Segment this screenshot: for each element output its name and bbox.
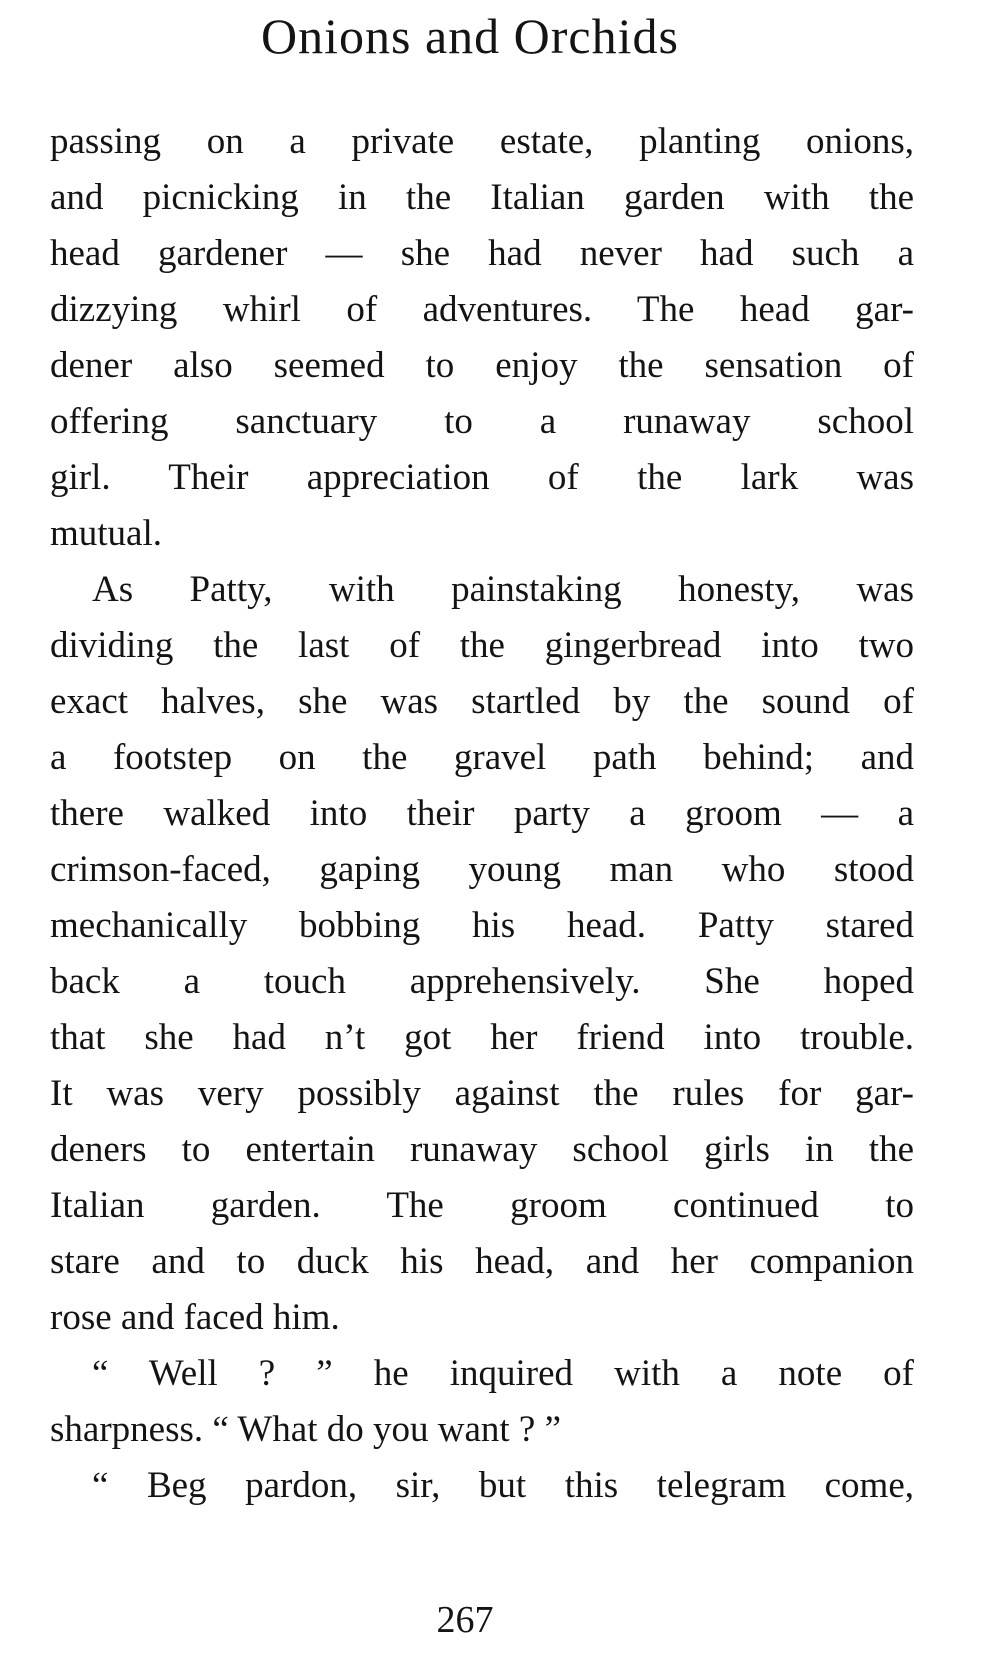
text-line: sharpness. “ What do you want ? ” (50, 1409, 562, 1450)
text-line: there walked into their party a groom — a (50, 793, 914, 834)
text-line: mutual. (50, 513, 163, 554)
text-line: As Patty, with painstaking honesty, was (92, 569, 914, 610)
text-line: dener also seemed to enjoy the sensation of (50, 345, 914, 386)
text-line: exact halves, she was startled by the sound of (50, 681, 914, 722)
text-line: “ Beg pardon, sir, but this telegram come, (92, 1465, 914, 1506)
page-number: 267 (436, 1599, 494, 1641)
text-line: offering sanctuary to a runaway school (50, 401, 914, 442)
text-line: rose and faced him. (50, 1297, 340, 1338)
text-line: stare and to duck his head, and her companion (50, 1241, 914, 1282)
text-line: Italian garden. The groom continued to (50, 1185, 914, 1226)
text-line: passing on a private estate, planting onions, (50, 121, 914, 162)
text-line: crimson-faced, gaping young man who stood (50, 849, 914, 890)
text-line: It was very possibly against the rules for gar- (50, 1073, 914, 1114)
text-line: a footstep on the gravel path behind; and (50, 737, 914, 778)
text-line: deners to entertain runaway school girls in the (50, 1129, 914, 1170)
text-line: mechanically bobbing his head. Patty stared (50, 905, 914, 946)
text-line: dizzying whirl of adventures. The head gar- (50, 289, 914, 330)
text-line: “ Well ? ” he inquired with a note of (92, 1353, 914, 1394)
text-line: head gardener — she had never had such a (50, 233, 914, 274)
running-head: Onions and Orchids (261, 8, 679, 64)
text-line: and picnicking in the Italian garden with the (50, 177, 914, 218)
text-line: girl. Their appreciation of the lark was (50, 457, 914, 498)
body-text (50, 114, 914, 1514)
text-line: that she had n’t got her friend into trouble. (50, 1017, 914, 1058)
text-line: back a touch apprehensively. She hoped (50, 961, 914, 1002)
text-line: dividing the last of the gingerbread into two (50, 625, 914, 666)
